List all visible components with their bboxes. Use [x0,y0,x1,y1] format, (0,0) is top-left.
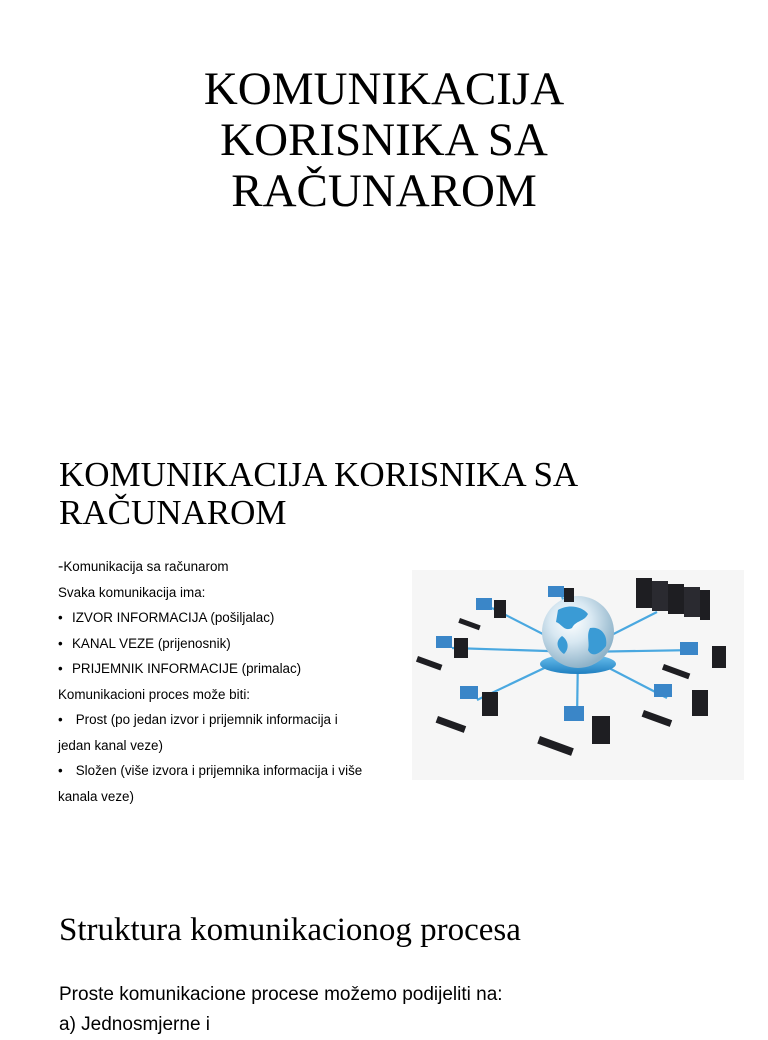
body-line: a) Jednosmjerne i [59,1014,211,1035]
bullet-icon: • [58,610,63,625]
bullet-icon: • [58,712,63,727]
slide-3-title: Struktura komunikacionog procesa [59,912,521,948]
bullet-icon: • [58,763,63,778]
list-item: • KANAL VEZE (prijenosnik) [58,631,393,657]
list-item: • Složen (više izvora i prijemnika informacija i više [58,758,393,784]
bullet-icon: • [58,661,63,676]
list-item: jedan kanal veze) [58,737,163,753]
body-line: Proste komunikacione procese možemo podijeliti na: [59,984,503,1005]
list-item: -Komunikacija sa računarom [58,558,229,575]
slide-2-body [58,554,393,809]
slide-2-title [59,456,659,532]
title-line: RAČUNAROM [59,493,287,532]
list-item: Svaka komunikacija ima: [58,584,206,600]
title-line: KORISNIKA SA [220,114,548,166]
list-item: Komunikacioni proces može biti: [58,686,251,702]
title-line: RAČUNAROM [231,165,537,217]
slide-3-body [59,980,739,1040]
title-line: KOMUNIKACIJA [203,63,565,115]
list-item: • Prost (po jedan izvor i prijemnik informacija i [58,707,393,733]
bullet-icon: • [58,635,63,651]
list-item: • PRIJEMNIK INFORMACIJE (primalac) [58,656,393,682]
network-globe-illustration [412,570,744,780]
list-item: kanala veze) [58,788,134,804]
list-item: • IZVOR INFORMACIJA (pošiljalac) [58,605,393,631]
globe-icon [542,596,614,668]
slide-2 [0,440,768,860]
slide-3 [0,880,768,1035]
slide-1 [0,0,768,420]
title-line: KOMUNIKACIJA KORISNIKA SA [59,455,579,494]
slide-1-title [0,64,768,217]
